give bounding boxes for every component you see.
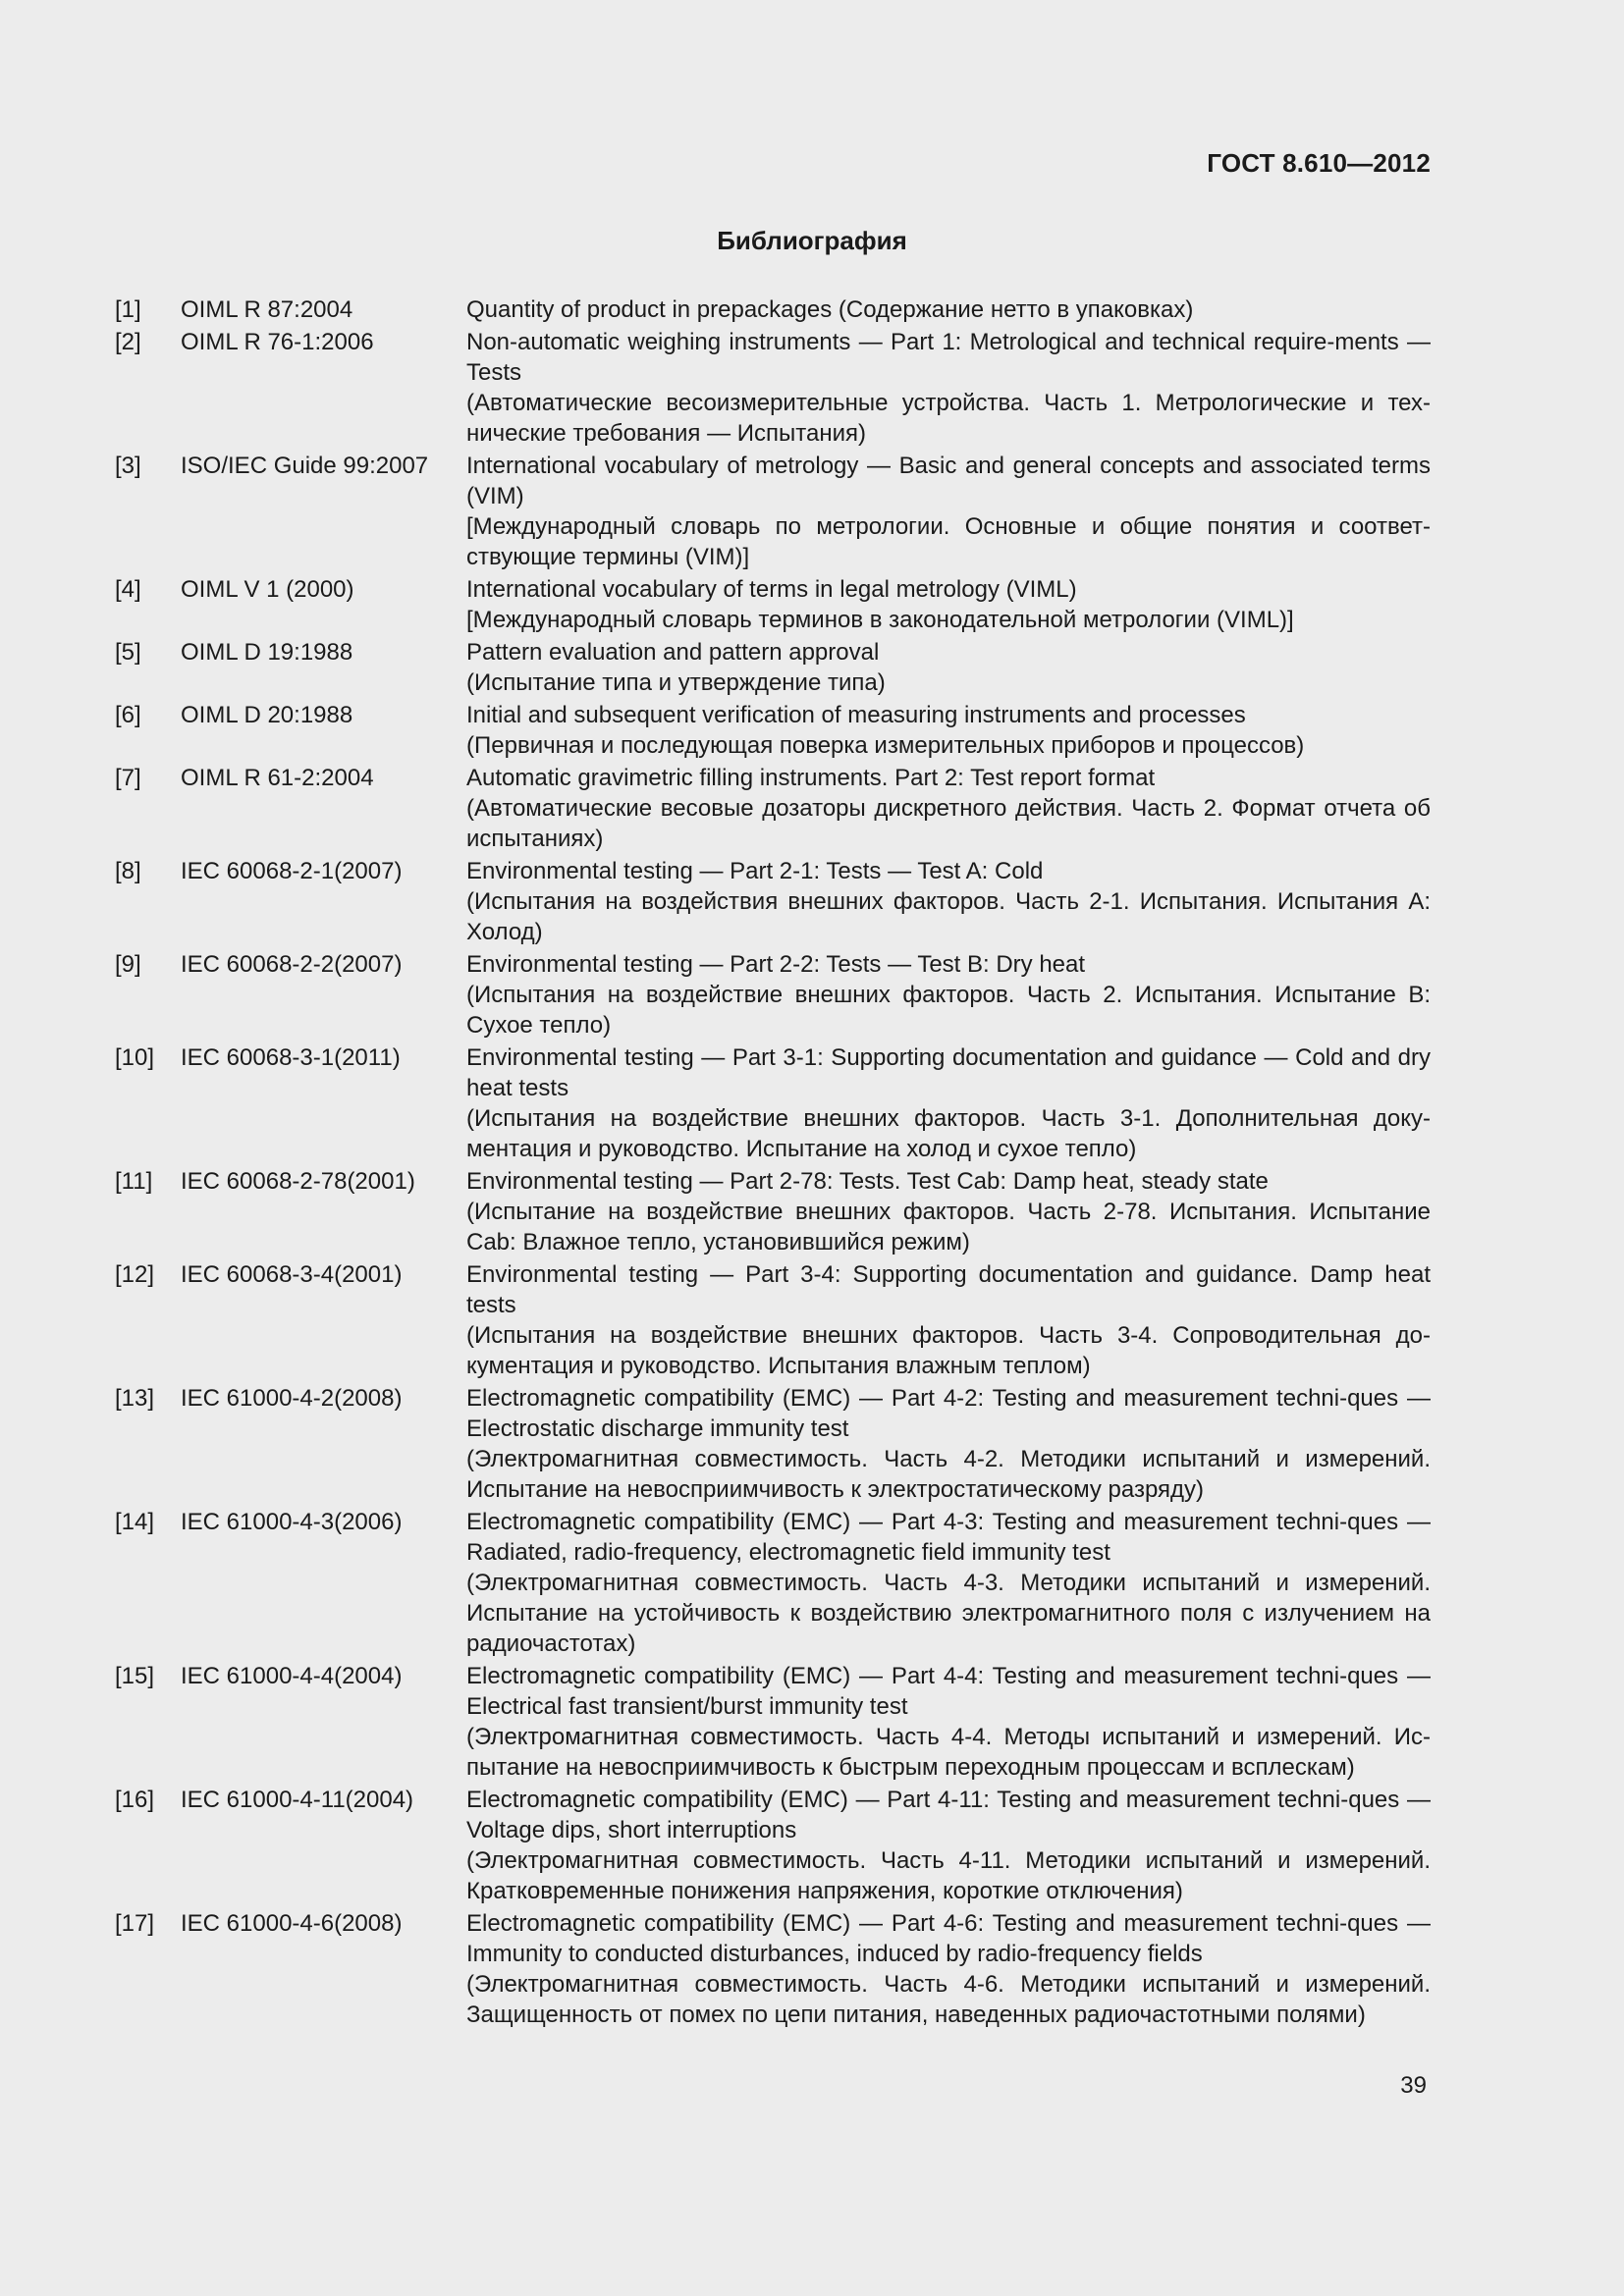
entry-translated-title: (Электромагнитная совместимость. Часть 4-3. Методики испытаний и измерений. Испытание на устойчивость к воздействию электромагнитного поля с излучением на радиочастотах) [466,1570,1431,1657]
page-number: 39 [1400,2072,1427,2099]
bibliography-entry [115,1785,1431,1906]
bibliography-entry [115,1908,1431,2030]
entry-translated-title: (Автоматические весоизмерительные устройства. Часть 1. Метрологические и тех-нические требования — Испытания) [466,390,1431,447]
entry-original-title: Electromagnetic compatibility (EMC) — Part 4-4: Testing and measurement techni-ques — Electrical fast transient/burst immunity test [466,1663,1431,1720]
entry-translated-title: (Испытания на воздействие внешних факторов. Часть 3-4. Сопроводительная до-кументация и руководство. Испытания влажным теплом) [466,1322,1431,1379]
entry-standard-code: IEC 61000-4-11(2004) [181,1787,414,1813]
entry-translated-title: (Электромагнитная совместимость. Часть 4-4. Методы испытаний и измерений. Ис-пытание на невосприимчивость к быстрым переходным процессам и всплескам) [466,1724,1431,1781]
entry-number: [8] [115,858,141,884]
entry-original-title: Non-automatic weighing instruments — Part 1: Metrological and technical require-ments — Tests [466,329,1431,386]
bibliography-entry [115,949,1431,1041]
bibliography-entry [115,451,1431,572]
entry-standard-code: IEC 61000-4-3(2006) [181,1509,403,1535]
entry-standard-code: IEC 60068-3-4(2001) [181,1261,403,1288]
entry-standard-code: IEC 61000-4-4(2004) [181,1663,403,1689]
entry-number: [2] [115,329,141,355]
entry-original-title: Initial and subsequent verification of measuring instruments and processes [466,702,1246,728]
entry-number: [7] [115,765,141,791]
entry-number: [3] [115,453,141,479]
entry-original-title: Quantity of product in prepackages (Содержание нетто в упаковках) [466,296,1194,323]
entry-original-title: Environmental testing — Part 2-1: Tests — Test A: Cold [466,858,1044,884]
entry-original-title: Automatic gravimetric filling instruments. Part 2: Test report format [466,765,1156,791]
entry-number: [12] [115,1261,155,1288]
entry-number: [13] [115,1385,155,1412]
entry-translated-title: (Автоматические весовые дозаторы дискретного действия. Часть 2. Формат отчета об испытаниях) [466,795,1431,852]
entry-number: [16] [115,1787,155,1813]
entry-standard-code: OIML D 20:1988 [181,702,353,728]
entry-description [466,451,1431,572]
entry-original-title: International vocabulary of metrology — Basic and general concepts and associated terms (VIM) [466,453,1431,509]
bibliography-entry [115,763,1431,854]
entry-standard-code: IEC 61000-4-2(2008) [181,1385,403,1412]
entry-standard-code: IEC 60068-3-1(2011) [181,1044,401,1071]
entry-number: [9] [115,951,141,978]
entry-standard-code: IEC 61000-4-6(2008) [181,1910,403,1937]
entry-description [466,1166,1431,1257]
entry-number: [1] [115,296,141,323]
entry-number: [14] [115,1509,155,1535]
entry-number: [4] [115,576,141,603]
bibliography-entry [115,700,1431,761]
bibliography-entry [115,327,1431,449]
entry-description [466,294,1431,325]
page-title: Библиография [717,226,907,255]
bibliography-entry [115,574,1431,635]
entry-translated-title: (Испытания на воздействия внешних факторов. Часть 2-1. Испытания. Испытания A: Холод) [466,888,1431,945]
entry-translated-title: [Международный словарь по метрологии. Основные и общие понятия и соответ-ствующие термины (VIM)] [466,513,1431,570]
entry-original-title: Environmental testing — Part 2-78: Tests. Test Cab: Damp heat, steady state [466,1168,1269,1195]
entry-original-title: Electromagnetic compatibility (EMC) — Part 4-2: Testing and measurement techni-ques — Electrostatic discharge immunity test [466,1385,1431,1442]
entry-number: [17] [115,1910,155,1937]
entry-description [466,949,1431,1041]
entry-translated-title: (Электромагнитная совместимость. Часть 4-11. Методики испытаний и измерений. Кратковременные понижения напряжения, короткие отключения) [466,1847,1431,1904]
entry-standard-code: OIML R 61-2:2004 [181,765,374,791]
entry-description [466,1908,1431,2030]
entry-standard-code: IEC 60068-2-1(2007) [181,858,403,884]
entry-original-title: Environmental testing — Part 3-4: Supporting documentation and guidance. Damp heat tests [466,1261,1431,1318]
entry-description [466,1661,1431,1783]
entry-translated-title: (Электромагнитная совместимость. Часть 4-6. Методики испытаний и измерений. Защищенность от помех по цепи питания, наведенных радиочастотными полями) [466,1971,1431,2028]
bibliography-entry [115,1259,1431,1381]
entry-description [466,637,1431,698]
entry-translated-title: (Испытания на воздействие внешних факторов. Часть 3-1. Дополнительная доку-ментация и руководство. Испытание на холод и сухое тепло) [466,1105,1431,1162]
entry-original-title: Environmental testing — Part 2-2: Tests — Test B: Dry heat [466,951,1086,978]
entry-number: [15] [115,1663,155,1689]
bibliography-entry [115,1166,1431,1257]
bibliography-entry [115,856,1431,947]
document-code: ГОСТ 8.610—2012 [1207,148,1431,178]
entry-description [466,1507,1431,1659]
bibliography-entry [115,1507,1431,1659]
entry-number: [6] [115,702,141,728]
entry-translated-title: (Испытание на воздействие внешних факторов. Часть 2-78. Испытания. Испытание Cab: Влажное тепло, установившийся режим) [466,1199,1431,1255]
entry-description [466,1259,1431,1381]
entry-description [466,1785,1431,1906]
entry-description [466,763,1431,854]
entry-standard-code: IEC 60068-2-78(2001) [181,1168,415,1195]
entry-translated-title: (Испытания на воздействие внешних факторов. Часть 2. Испытания. Испытание B: Сухое тепло) [466,982,1431,1039]
entry-standard-code: OIML D 19:1988 [181,639,353,666]
entry-description [466,700,1431,761]
bibliography-list [115,294,1431,2032]
entry-standard-code: OIML R 87:2004 [181,296,353,323]
entry-translated-title: [Международный словарь терминов в законодательной метрологии (VIML)] [466,607,1294,633]
bibliography-entry [115,294,1431,325]
entry-standard-code: OIML V 1 (2000) [181,576,354,603]
entry-description [466,1383,1431,1505]
bibliography-entry [115,1661,1431,1783]
entry-original-title: Pattern evaluation and pattern approval [466,639,880,666]
entry-original-title: International vocabulary of terms in legal metrology (VIML) [466,576,1077,603]
entry-original-title: Electromagnetic compatibility (EMC) — Part 4-11: Testing and measurement techni-ques — Voltage dips, short interruptions [466,1787,1431,1843]
bibliography-entry [115,1383,1431,1505]
entry-number: [11] [115,1168,153,1195]
entry-description [466,1042,1431,1164]
entry-standard-code: OIML R 76-1:2006 [181,329,374,355]
entry-standard-code: IEC 60068-2-2(2007) [181,951,403,978]
entry-standard-code: ISO/IEC Guide 99:2007 [181,453,429,479]
entry-original-title: Electromagnetic compatibility (EMC) — Part 4-6: Testing and measurement techni-ques — Immunity to conducted disturbances, induced by radio-frequency fields [466,1910,1431,1967]
entry-translated-title: (Первичная и последующая поверка измерительных приборов и процессов) [466,732,1305,759]
bibliography-entry [115,637,1431,698]
entry-number: [5] [115,639,141,666]
entry-description [466,574,1431,635]
entry-original-title: Environmental testing — Part 3-1: Supporting documentation and guidance — Cold and dry heat tests [466,1044,1431,1101]
entry-translated-title: (Электромагнитная совместимость. Часть 4-2. Методики испытаний и измерений. Испытание на невосприимчивость к электростатическому разряду) [466,1446,1431,1503]
entry-number: [10] [115,1044,155,1071]
bibliography-entry [115,1042,1431,1164]
entry-translated-title: (Испытание типа и утверждение типа) [466,669,886,696]
entry-original-title: Electromagnetic compatibility (EMC) — Part 4-3: Testing and measurement techni-ques — Radiated, radio-frequency, electromagnetic field immunity test [466,1509,1431,1566]
entry-description [466,327,1431,449]
entry-description [466,856,1431,947]
